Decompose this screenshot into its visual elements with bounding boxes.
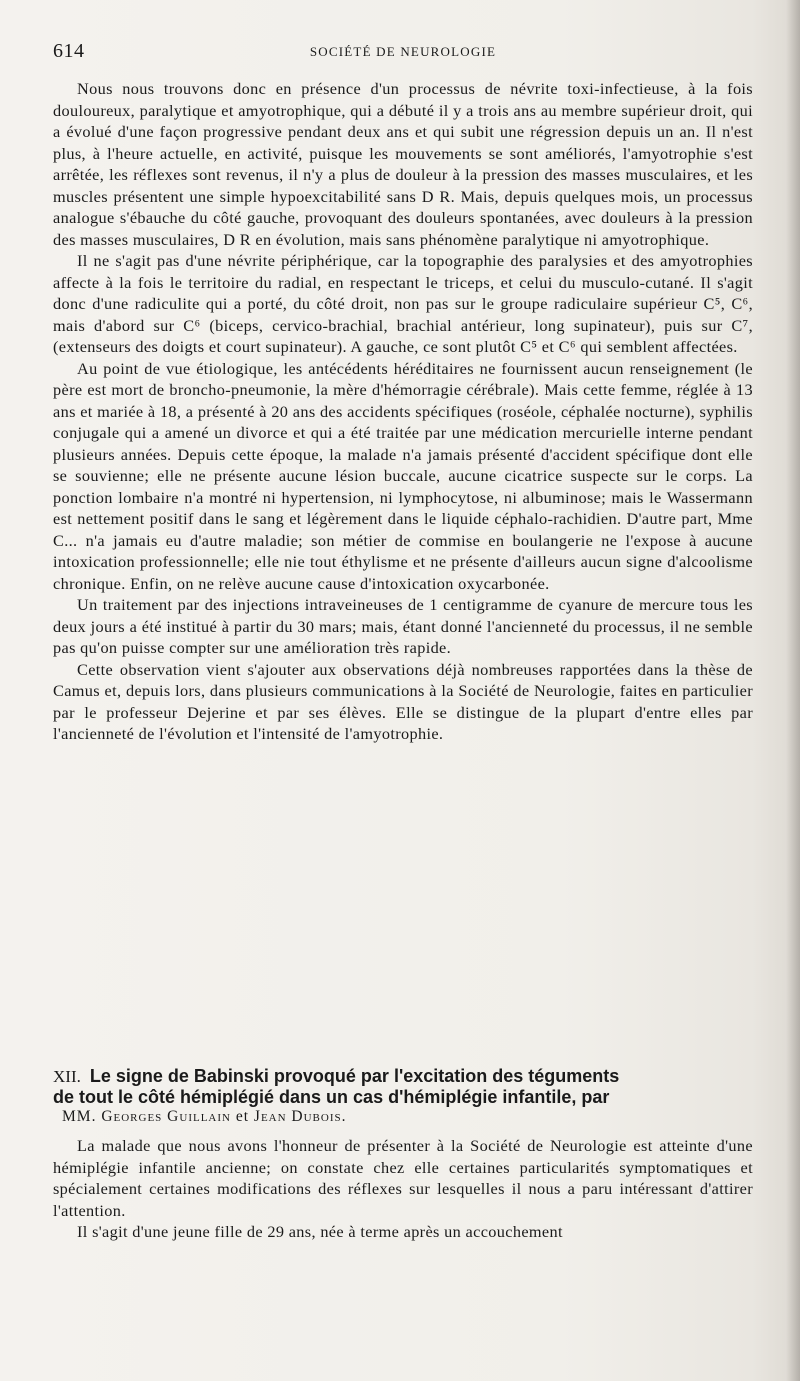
- section-number: XII.: [53, 1067, 81, 1086]
- paragraph: Il ne s'agit pas d'une névrite périphérique, car la topographie des paralysies et des amyotrophies affecte à la fois le territoire du radial, en respectant le triceps, et celui du musculo-cutané. Il s'agit donc d'une radiculite qui a porté, du côté droit, non pas sur le groupe radiculaire supérieur C⁵, C⁶, mais d'abord sur C⁶ (biceps, cervico-brachial, brachial antérieur, long supinateur), puis sur C⁷, (extenseurs des doigts et court supinateur). A gauche, ce sont plutôt C⁵ et C⁶ qui semblent affectées.: [53, 251, 753, 356]
- paragraph: Au point de vue étiologique, les antécédents héréditaires ne fournissent aucun renseignement (le père est mort de broncho-pneumonie, la mère d'hémorragie cérébrale). Mais cette femme, réglée à 13 ans et mariée à 18, a présenté à 20 ans des accidents spécifiques (roséole, céphalée nocturne), syphilis conjugale qui a amené un divorce et qui a été traitée par une médication mercurielle interne pendant plusieurs années. Depuis cette époque, la malade n'a jamais présenté d'accident spécifique dont elle se souvienne; elle ne présente aucune lésion buccale, aucune cicatrice suspecte sur le corps. La ponction lombaire n'a montré ni hypertension, ni lymphocytose, ni albuminose; mais le Wassermann est nettement positif dans le sang et légèrement dans le liquide céphalo-rachidien. D'autre part, Mme C... n'a jamais eu d'autre maladie; son métier de commise en boulangerie ne l'expose à aucune intoxication professionnelle; elle nie tout éthylisme et ne présente d'ailleurs aucun signe d'alcoolisme chronique. Enfin, on ne relève aucune cause d'intoxication oxycarbonée.: [53, 358, 753, 593]
- authors-prefix: MM.: [62, 1108, 97, 1125]
- page-header: [53, 40, 753, 66]
- paragraph: Cette observation vient s'ajouter aux observations déjà nombreuses rapportées dans la thèse de Camus et, depuis lors, dans plusieurs communications à la Société de Neurologie, faites en particulier par le professeur Dejerine et par ses élèves. Elle se distingue de la plupart d'entre elles par l'ancienneté de l'évolution et l'intensité de l'amyotrophie.: [53, 659, 753, 743]
- authors-join: et: [235, 1108, 250, 1125]
- page-edge-shadow: [786, 0, 800, 1381]
- section-title-text-1: Le signe de Babinski provoqué par l'excitation des téguments: [89, 1066, 620, 1086]
- paragraph: Nous nous trouvons donc en présence d'un processus de névrite toxi-infectieuse, à la fois douloureux, paralytique et amyotrophique, qui a débuté il y a trois ans au membre supérieur droit, qui a évolué d'une façon progressive pendant deux ans et qui subit une régression depuis un an. Il n'est plus, à l'heure actuelle, en activité, puisque les mouvements se sont améliorés, l'amyotrophie s'est arrêtée, les réflexes sont revenus, il n'y a plus de douleur à la pression des masses musculaires, et les muscles présentent une simple hypoexcitabilité sans D R. Mais, depuis quelques mois, un processus analogue s'ébauche du côté gauche, provoquant des douleurs spontanées, avec douleurs à la pression des masses musculaires, D R en évolution, mais sans phénomène paralytique ni amyotrophique.: [53, 79, 753, 249]
- page-number: 614: [53, 40, 85, 62]
- running-head: SOCIÉTÉ DE NEUROLOGIE: [309, 44, 497, 59]
- paragraph: La malade que nous avons l'honneur de présenter à la Société de Neurologie est atteinte d'une hémiplégie infantile ancienne; on constate chez elle certaines particularités symptomatiques et spécialement certaines modifications des réflexes sur lesquelles il nous a paru intéressant d'attirer l'attention.: [53, 1136, 753, 1220]
- article-body: [53, 78, 753, 745]
- author-2: Jean Dubois.: [253, 1108, 347, 1125]
- section-title-line-2: de tout le côté hémiplégié dans un cas d'hémiplégie infantile, par: [53, 1087, 610, 1107]
- article-body-2: [53, 1135, 753, 1243]
- paragraph: Un traitement par des injections intraveineuses de 1 centigramme de cyanure de mercure tous les deux jours a été institué à partir du 30 mars; mais, étant donné l'ancienneté du processus, il ne semble pas qu'on puisse compter sur une amélioration très rapide.: [53, 595, 753, 657]
- author-1: Georges Guillain: [101, 1108, 231, 1125]
- paragraph: Il s'agit d'une jeune fille de 29 ans, née à terme après un accouchement: [77, 1222, 563, 1241]
- authors-line: [62, 1108, 742, 1126]
- section-heading: [53, 1066, 753, 1108]
- section-title-line-1: [53, 1066, 753, 1087]
